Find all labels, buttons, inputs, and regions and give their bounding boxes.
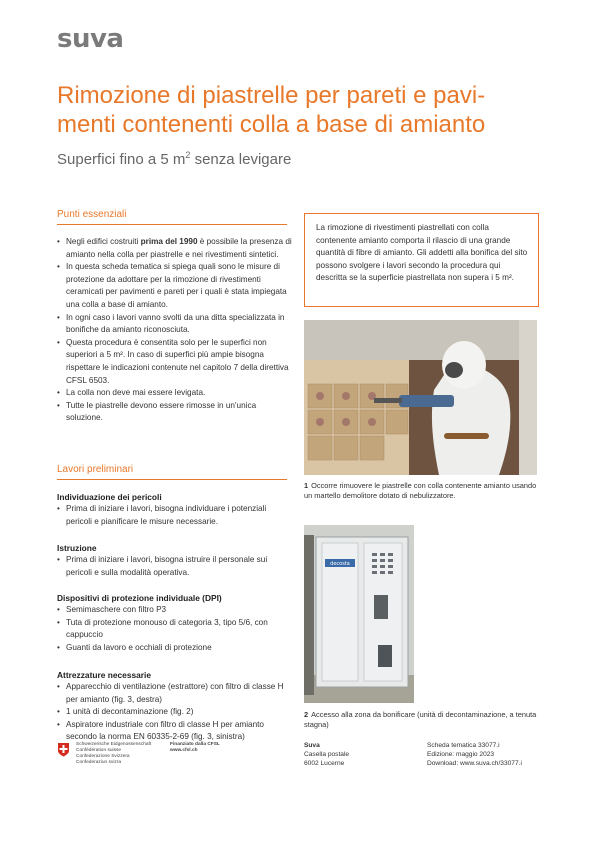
list-item: • 1 unità di decontaminazione (fig. 2) (57, 706, 292, 719)
list-item: • Tuta di protezione monouso di categoria 3, tipo 5/6, con cappuccio (57, 617, 292, 642)
document-meta: Scheda tematica 33077.i Edizione: maggio 2023 Download: www.suva.ch/33077.i (427, 741, 557, 768)
confederation-text: Schweizerische Eidgenossenschaft Confédération suisse Confederazione Svizzera Confederaziun svizra (76, 742, 152, 765)
attrezzature-list (57, 681, 292, 744)
subtitle-text-end: senza levigare (190, 151, 292, 168)
figure-caption-2: 2 Accesso alla zona da bonificare (unità di decontaminazione, a tenuta stagna) (304, 710, 537, 729)
dpi-list (57, 604, 292, 654)
title-line-1: Rimozione di piastrelle per pareti e pavi- (57, 82, 486, 109)
subtitle-text: Superfici fino a 5 m (57, 151, 186, 168)
punti-list (57, 236, 292, 425)
section-heading-lavori: Lavori preliminari (57, 464, 134, 475)
list-item: • Questa procedura è consentita solo per le superfici non superiori a 5 m². In caso di superfici più ampie bisogna rispettare le indicazioni contenute nel capitolo 7 della direttiva CFSL 6503. (57, 337, 292, 387)
swiss-cross-icon (57, 742, 70, 762)
list-item: • Prima di iniziare i lavori, bisogna individuare i potenziali pericoli e pianificare le misure necessarie. (57, 503, 292, 528)
list-item: • Prima di iniziare i lavori, bisogna istruire il personale sui pericoli e sulla modalità operativa. (57, 554, 292, 579)
section-divider (57, 224, 287, 225)
photo-tile-removal (304, 320, 537, 475)
pericoli-list (57, 503, 292, 528)
section-divider (57, 479, 287, 480)
unit-label: decosta (330, 561, 350, 567)
list-item: • In questa scheda tematica si spiega quali sono le misure di protezione da adottare per la rimozione di rivestimenti ceramicati per pavimenti e pareti per i quali è stata impiegata una colla a base di amianto. (57, 261, 292, 311)
section-heading-punti: Punti essenziali (57, 209, 127, 220)
suva-address: Suva Casella postale 6002 Lucerne (304, 742, 350, 767)
cfsl-financing: Finanziato dalla CFSL www.cfsl.ch (170, 742, 220, 753)
download-link[interactable]: Download: www.suva.ch/33077.i (427, 760, 522, 767)
list-item: • In ogni caso i lavori vanno svolti da una ditta specializzata in bonifiche da amianto riconosciuta. (57, 312, 292, 337)
list-item: • Tutte le piastrelle devono essere rimosse in un'unica soluzione. (57, 400, 292, 425)
page-title (57, 81, 547, 139)
subtitle-sup: 2 (185, 150, 191, 160)
list-item: • La colla non deve mai essere levigata. (57, 387, 292, 400)
title-line-2: menti contenenti colla a base di amianto (57, 111, 486, 138)
photo-decontamination-unit (304, 525, 414, 703)
list-item: • Aspiratore industriale con filtro di classe H per amianto secondo la norma EN 60335-2-69 (fig. 3, sinistra) (57, 719, 292, 744)
istruzione-list (57, 554, 292, 579)
page-subtitle (57, 150, 291, 168)
subheading-istruzione: Istruzione (57, 543, 97, 553)
callout-text: La rimozione di rivestimenti piastrellati con colla contenente amianto comporta il rilascio di una grande quantità di fibre di amianto. Gli addetti alla bonifica del sito possono svolgere i lavori secondo la procedura qui descritta se la superficie piastrellata non supera i 5 m². (316, 223, 528, 283)
figure-caption-1: 1 Occorre rimuovere le piastrelle con colla contenente amianto usando un martello demolitore dotato di nebulizzatore. (304, 481, 537, 500)
subheading-pericoli: Individuazione dei pericoli (57, 492, 162, 502)
subheading-attrezzature: Attrezzature necessarie (57, 670, 152, 680)
list-item: • Negli edifici costruiti prima del 1990 è possibile la presenza di amianto nella colla per piastrelle e nei rivestimenti sintetici. (57, 236, 292, 261)
list-item: • Semimaschere con filtro P3 (57, 604, 292, 617)
list-item: • Apparecchio di ventilazione (estrattore) con filtro di classe H per amianto (fig. 3, destra) (57, 681, 292, 706)
suva-logo: suva (57, 24, 124, 54)
list-item: • Guanti da lavoro e occhiali di protezione (57, 642, 292, 655)
subheading-dpi: Dispositivi di protezione individuale (DPI) (57, 593, 222, 603)
